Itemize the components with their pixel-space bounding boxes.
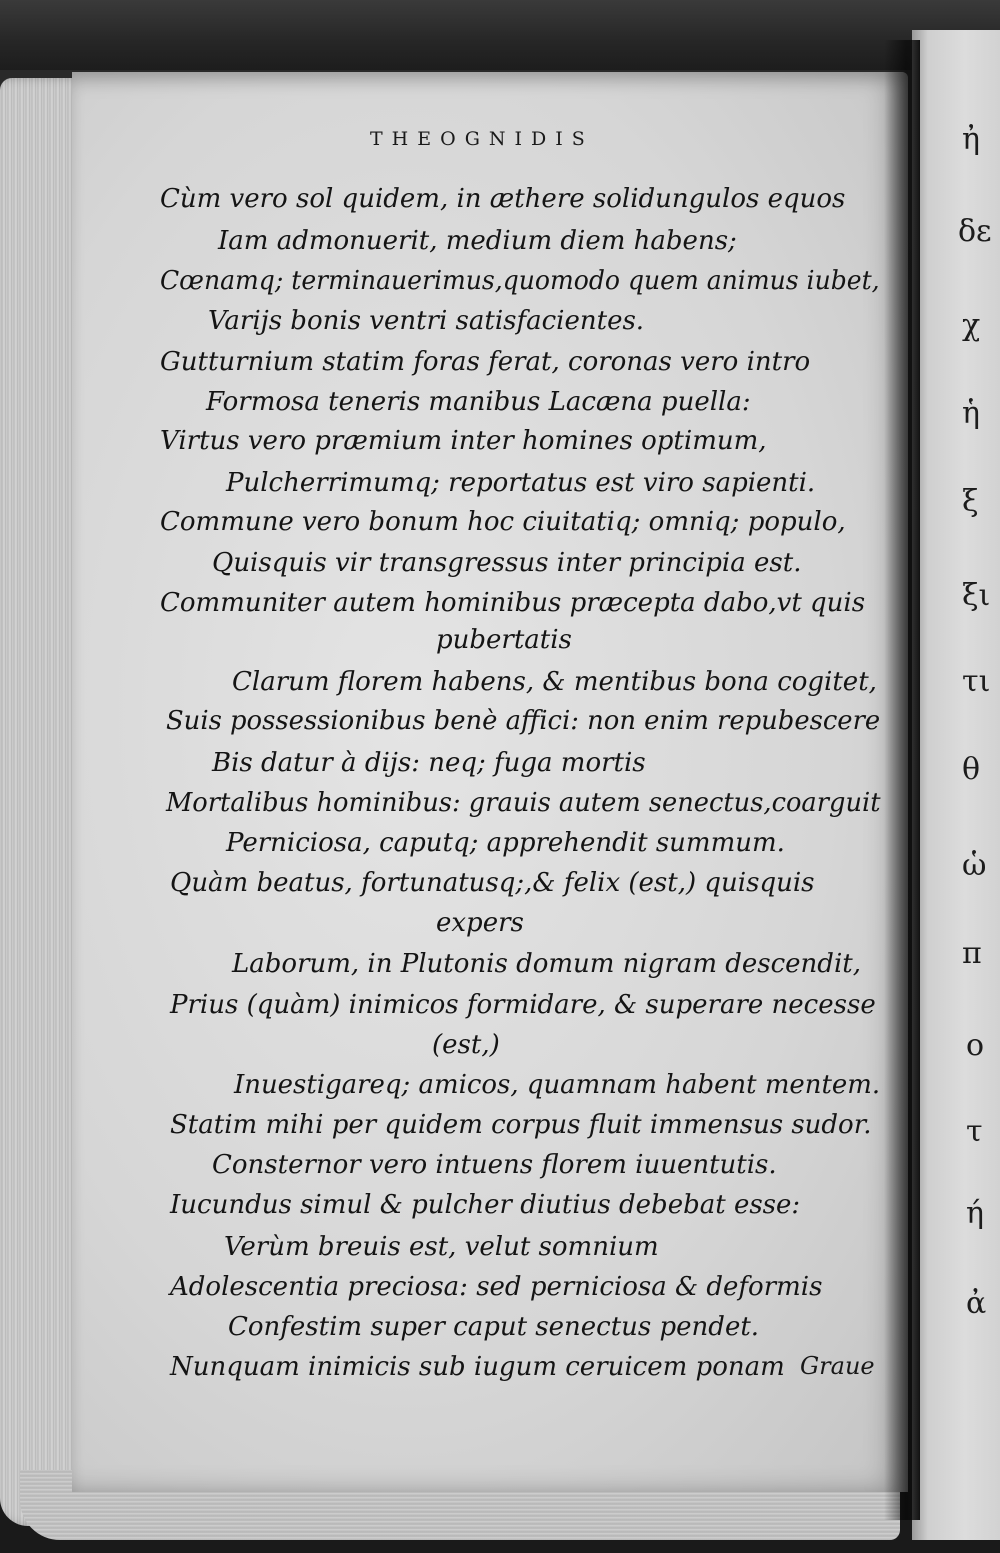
verse-line: pubertatis: [436, 625, 572, 655]
verse-line: Cœnamq; terminauerimus,quomodo quem animus iubet,: [160, 266, 880, 296]
facing-page-fragment: χ: [962, 308, 981, 343]
verse-line: Nunquam inimicis sub iugum ceruicem ponam: [170, 1352, 785, 1382]
verse-line: Adolescentia preciosa: sed perniciosa & deformis: [170, 1272, 823, 1302]
facing-page-fragment: δε: [958, 214, 992, 249]
facing-page-fragment: ξι: [962, 578, 991, 613]
verse-line: Suis possessionibus benè affici: non enim repubescere: [166, 706, 881, 736]
verse-line: Iucundus simul & pulcher diutius debebat esse:: [170, 1190, 801, 1220]
verse-line: Consternor vero intuens florem iuuentutis.: [212, 1150, 777, 1180]
verse-line: Bis datur à dijs: neq; fuga mortis: [212, 748, 646, 778]
facing-page-fragment: π: [962, 936, 982, 971]
verse-line: Confestim super caput senectus pendet.: [228, 1312, 760, 1342]
gutter-shadow: [884, 40, 920, 1520]
verse-line: Formosa teneris manibus Lacæna puella:: [206, 387, 751, 417]
facing-page-fragment: τι: [962, 664, 991, 699]
facing-page-fragment: ξ: [962, 484, 979, 519]
facing-page: [912, 30, 1000, 1540]
facing-page-fragment: τ: [966, 1114, 983, 1149]
facing-page-fragment: ὡ: [962, 848, 987, 883]
verse-line: Virtus vero præmium inter homines optimum,: [160, 426, 767, 456]
running-header: THEOGNIDIS: [370, 128, 594, 150]
verse-line: Pulcherrimumq; reportatus est viro sapienti.: [226, 468, 816, 498]
verse-line: Clarum florem habens, & mentibus bona cogitet,: [232, 667, 877, 697]
verse-line: Verùm breuis est, velut somnium: [224, 1232, 659, 1262]
verse-line: Laborum, in Plutonis domum nigram descendit,: [232, 949, 861, 979]
verse-line: Communiter autem hominibus præcepta dabo,vt quis: [160, 588, 866, 618]
facing-page-fragment: ἀ: [966, 1286, 987, 1321]
verse-line: Iam admonuerit, medium diem habens;: [218, 226, 737, 256]
verse-line: Inuestigareq; amicos, quamnam habent mentem.: [234, 1070, 881, 1100]
verse-line: Gutturnium statim foras ferat, coronas vero intro: [160, 347, 811, 377]
verse-line: (est,): [432, 1030, 500, 1060]
verse-line: expers: [436, 908, 524, 938]
facing-page-fragment: θ: [962, 752, 981, 787]
verse-line: Perniciosa, caputq; apprehendit summum.: [226, 828, 785, 858]
facing-page-fragment: ή: [966, 1196, 984, 1231]
verse-line: Prius (quàm) inimicos formidare, & superare necesse: [170, 990, 876, 1020]
catchword: Graue: [800, 1352, 875, 1380]
facing-page-fragment: ἡ: [962, 396, 980, 431]
verse-line: Commune vero bonum hoc ciuitatiq; omniq; populo,: [160, 507, 846, 537]
facing-page-fragment: ο: [966, 1028, 985, 1063]
verse-line: Statim mihi per quidem corpus fluit immensus sudor.: [170, 1110, 872, 1140]
verse-line: Quàm beatus, fortunatusq;,& felix (est,) quisquis: [170, 868, 815, 898]
verse-line: Varijs bonis ventri satisfacientes.: [208, 306, 645, 336]
facing-page-fragment: ἠ: [962, 122, 980, 157]
verse-line: Mortalibus hominibus: grauis autem senectus,coarguit: [166, 788, 881, 818]
verse-line: Quisquis vir transgressus inter principia est.: [212, 548, 802, 578]
book-binding: [0, 0, 1000, 70]
verse-line: Cùm vero sol quidem, in æthere solidungulos equos: [160, 184, 846, 214]
